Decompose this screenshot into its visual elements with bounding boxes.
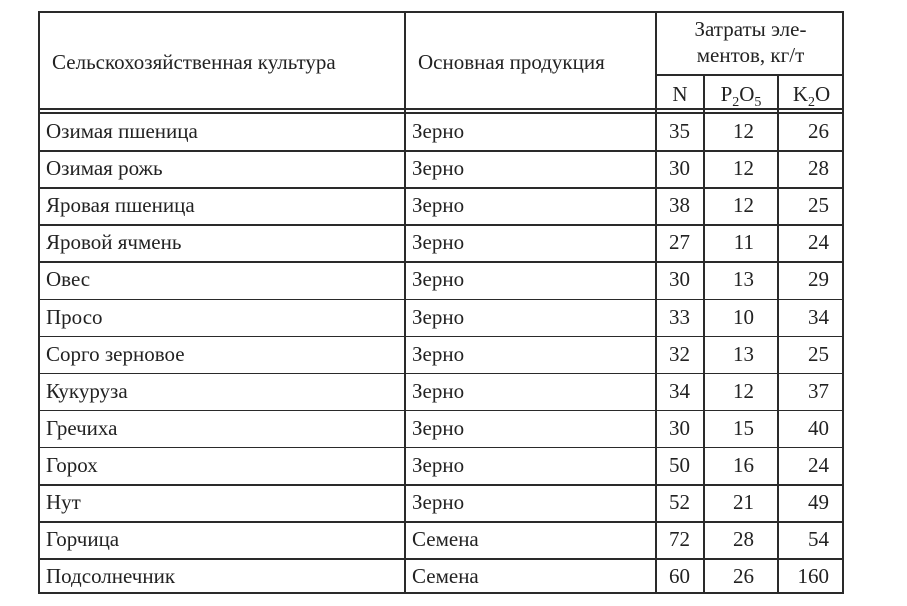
cell-product: Семена: [412, 564, 479, 589]
cell-n: 30: [669, 156, 690, 181]
cell-product: Зерно: [412, 230, 465, 255]
cell-p2o5: 13: [733, 267, 754, 292]
cell-product: Зерно: [412, 304, 465, 329]
row-divider: [38, 484, 844, 486]
cell-crop: Озимая рожь: [46, 156, 163, 181]
cell-p2o5: 12: [733, 119, 754, 143]
col-divider-1: [404, 11, 406, 594]
cell-product: Зерно: [412, 193, 465, 218]
cell-product: Зерно: [412, 341, 465, 366]
row-divider: [38, 410, 844, 412]
cell-p2o5: 21: [733, 490, 754, 514]
cell-n: 30: [669, 415, 690, 440]
row-divider: [38, 261, 844, 263]
cell-crop: Яровая пшеница: [46, 193, 195, 218]
cell-p2o5: 26: [733, 564, 754, 589]
cell-crop: Яровой ячмень: [46, 230, 182, 255]
cell-product: Зерно: [412, 378, 465, 403]
row-divider: [38, 150, 844, 152]
cell-crop: Озимая пшеница: [46, 119, 198, 143]
header-p-o: O: [739, 82, 755, 106]
header-k-letter: K: [792, 82, 808, 106]
cell-product: Зерно: [412, 156, 465, 181]
header-p2o5: [705, 82, 777, 110]
header-product: Основная продукция: [418, 50, 605, 74]
cell-k2o: 54: [808, 527, 829, 552]
cell-crop: Подсолнечник: [46, 564, 176, 589]
cell-crop: Кукуруза: [46, 378, 128, 403]
cell-p2o5: 28: [733, 527, 754, 552]
cell-p2o5: 13: [733, 341, 754, 366]
header-costs-line2: ментов, кг/т: [696, 43, 805, 67]
cell-k2o: 29: [808, 267, 829, 292]
cell-n: 38: [669, 193, 690, 218]
cell-k2o: 25: [808, 341, 829, 366]
cell-k2o: 34: [808, 304, 829, 329]
header-p-letter: P: [720, 82, 733, 106]
cell-n: 32: [669, 341, 690, 366]
row-divider: [38, 373, 844, 375]
cell-n: 27: [669, 230, 690, 255]
cell-p2o5: 15: [733, 415, 754, 440]
cell-crop: Горох: [46, 452, 98, 477]
cell-n: 34: [669, 378, 690, 403]
row-divider: [38, 521, 844, 523]
cell-k2o: 25: [808, 193, 829, 218]
cell-n: 50: [669, 452, 690, 477]
cell-p2o5: 12: [733, 156, 754, 181]
cell-crop: Нут: [46, 490, 81, 514]
cell-k2o: 40: [808, 415, 829, 440]
row-divider: [38, 224, 844, 226]
header-p-sub1: 2: [732, 95, 740, 110]
cell-crop: Гречиха: [46, 415, 118, 440]
row-divider: [38, 336, 844, 338]
cell-product: Зерно: [412, 415, 465, 440]
cell-product: Зерно: [412, 119, 465, 143]
header-sub-rule: [655, 74, 844, 76]
cell-p2o5: 11: [733, 230, 754, 255]
cell-n: 52: [669, 490, 690, 514]
cell-product: Зерно: [412, 267, 465, 292]
header-crop: Сельскохозяйственная культура: [52, 50, 336, 74]
header-n: N: [672, 82, 688, 106]
header-k-sub: 2: [808, 95, 815, 110]
cell-n: 60: [669, 564, 690, 589]
cell-k2o: 49: [808, 490, 829, 514]
cell-n: 35: [669, 119, 690, 143]
header-costs-line1: Затраты эле-: [694, 17, 807, 41]
cell-crop: Сорго зерновое: [46, 341, 185, 366]
col-divider-4: [777, 74, 779, 594]
cell-crop: Овес: [46, 267, 91, 292]
header-bottom-double-2: [38, 112, 844, 114]
cell-p2o5: 10: [733, 304, 754, 329]
row-divider: [38, 299, 844, 301]
cell-product: Зерно: [412, 490, 465, 514]
row-divider: [38, 187, 844, 189]
cell-crop: Просо: [46, 304, 103, 329]
cell-k2o: 24: [808, 452, 829, 477]
col-divider-3: [703, 74, 705, 594]
cell-p2o5: 16: [733, 452, 754, 477]
cell-n: 30: [669, 267, 690, 292]
cell-k2o: 28: [808, 156, 829, 181]
cell-crop: Горчица: [46, 527, 120, 552]
cell-p2o5: 12: [733, 193, 754, 218]
cell-k2o: 24: [808, 230, 829, 255]
cell-k2o: 26: [808, 119, 829, 143]
cell-product: Зерно: [412, 452, 465, 477]
cell-k2o: 160: [797, 564, 829, 589]
row-divider: [38, 447, 844, 449]
cell-k2o: 37: [808, 378, 829, 403]
row-divider: [38, 558, 844, 560]
cell-n: 72: [669, 527, 690, 552]
header-k2o: [779, 82, 844, 110]
cell-n: 33: [669, 304, 690, 329]
header-p-sub2: 5: [754, 95, 762, 110]
header-bottom-double-1: [38, 108, 844, 110]
cell-p2o5: 12: [733, 378, 754, 403]
cell-product: Семена: [412, 527, 479, 552]
header-k-o: O: [815, 82, 831, 106]
